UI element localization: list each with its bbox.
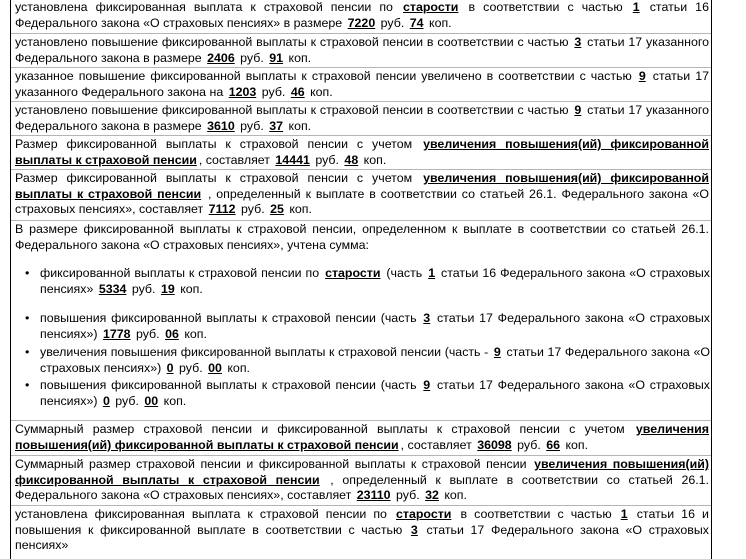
text: руб. — [240, 118, 264, 133]
pension-type-link: старости — [403, 0, 459, 14]
text: в соответствии с частью — [460, 507, 612, 521]
law-part-number: 9 — [638, 69, 646, 83]
text: установлено повышение фиксированной выплаты к страховой пенсии в соответствии с частью — [15, 35, 569, 49]
text: повышения фиксированной выплаты к страховой пенсии (часть — [40, 311, 417, 325]
text: Суммарный размер страховой пенсии и фиксированной выплаты к страховой пенсии — [15, 457, 527, 471]
amount-kop: 00 — [208, 360, 222, 375]
law-part-number: 3 — [423, 311, 431, 325]
law-part-number: 9 — [423, 378, 431, 392]
text: коп. — [180, 281, 203, 296]
amount-kop: 48 — [344, 152, 359, 167]
amount-rub: 3610 — [207, 118, 235, 133]
list-item — [25, 378, 711, 409]
text: коп. — [565, 437, 589, 452]
text: руб. — [396, 488, 420, 503]
text: статьи 16 и повышения к фиксированной выплате в соответствии с частью — [15, 507, 709, 537]
paragraph-total-pension — [15, 422, 709, 453]
amount-rub: 0 — [166, 360, 174, 375]
text: увеличения повышения фиксированной выплаты к страховой пенсии (часть - — [40, 345, 489, 359]
paragraph-fixed-payment-and-increase — [15, 507, 709, 554]
text: статьи 17 Федерального закона «О страховых пенсиях») — [40, 311, 711, 341]
paragraph-increase-raised — [15, 69, 709, 100]
law-part-number: 9 — [493, 345, 501, 359]
text: руб. — [115, 393, 139, 408]
amount-kop: 00 — [144, 393, 159, 408]
law-part-number: 1 — [620, 507, 628, 521]
text: коп. — [227, 360, 250, 375]
text: статьи 17 Федерального закона «О страховых пенсиях») — [40, 345, 710, 375]
text: установлена фиксированная выплата к страховой пенсии по — [15, 0, 393, 14]
amount-kop: 37 — [269, 118, 284, 133]
text: , определенный к выплате в соответствии со статьей 26.1. Федерального закона «О страховых пенсиях», составляет — [15, 472, 710, 503]
text: , определенный к выплате в соответствии со статьей 26.1. Федерального закона «О страховых пенсиях», составляет — [15, 186, 709, 217]
divider — [11, 135, 711, 136]
divider — [11, 505, 711, 506]
paragraph-fixed-payment-to-pay — [15, 171, 709, 218]
divider — [11, 169, 711, 170]
law-part-number: 1 — [632, 0, 640, 14]
amount-rub: 1778 — [102, 326, 131, 341]
amount-kop: 91 — [269, 50, 284, 65]
amount-kop: 06 — [165, 326, 179, 341]
text: коп. — [429, 15, 452, 30]
divider — [11, 101, 711, 102]
text: руб. — [315, 152, 339, 167]
bullet-icon: • — [25, 311, 30, 325]
law-part-number: 9 — [574, 103, 582, 117]
text: коп. — [289, 202, 312, 217]
text: статьи 17 Федерального закона «О страховых пенсиях» — [15, 522, 709, 553]
text: коп. — [184, 326, 207, 341]
increase-link: увеличения повышения(ий) фиксированной выплаты к страховой пенсии — [15, 422, 709, 452]
text: , составляет — [400, 437, 472, 452]
law-part-number: 3 — [574, 35, 582, 49]
amount-kop: 19 — [160, 281, 175, 296]
text: коп. — [288, 118, 312, 133]
list-item — [25, 266, 711, 297]
paragraph-included-sum-intro — [15, 222, 709, 253]
text: указанное повышение фиксированной выплаты к страховой пенсии увеличено в соответствии с частью — [15, 69, 632, 83]
amount-kop: 66 — [546, 437, 561, 452]
bullet-icon: • — [25, 378, 30, 392]
amount-kop: 25 — [270, 202, 284, 217]
divider — [11, 455, 711, 456]
text: Размер фиксированной выплаты к страховой пенсии с учетом — [15, 171, 413, 185]
amount-kop: 46 — [290, 84, 305, 99]
text: статьи 17 Федерального закона «О страховых пенсиях») — [40, 378, 711, 408]
text: руб. — [240, 50, 264, 65]
text: коп. — [163, 393, 187, 408]
text: коп. — [288, 50, 312, 65]
text: повышения фиксированной выплаты к страховой пенсии (часть — [40, 378, 417, 392]
amount-rub: 2406 — [207, 50, 235, 65]
amount-rub: 0 — [102, 393, 110, 408]
text: в соответствии с частью — [468, 0, 623, 14]
bullet-icon: • — [25, 266, 30, 280]
text: статьи 16 Федерального закона «О страховых пенсиях» в размере — [15, 0, 709, 30]
amount-rub: 23110 — [356, 488, 391, 503]
text: статьи 17 указанного Федерального закона на — [15, 69, 709, 99]
text: статьи 17 указанного Федерального закона в размере — [15, 103, 709, 133]
amount-rub: 36098 — [477, 437, 512, 452]
text: руб. — [179, 360, 203, 375]
amount-kop: 32 — [425, 488, 439, 503]
amount-rub: 1203 — [228, 84, 257, 99]
text: руб. — [517, 437, 541, 452]
amount-rub: 5334 — [98, 281, 127, 296]
text: коп. — [363, 152, 387, 167]
text: руб. — [131, 281, 156, 296]
divider — [11, 33, 711, 34]
paragraph-total-pension-to-pay — [15, 457, 709, 504]
text: руб. — [135, 326, 160, 341]
paragraph-increase-part3 — [15, 35, 709, 66]
pension-type-link: старости — [396, 507, 452, 521]
increase-link: увеличения повышения(ий) фиксированной выплаты к страховой пенсии — [15, 137, 709, 167]
text: коп. — [444, 488, 467, 503]
list-item — [25, 311, 711, 342]
divider — [11, 220, 711, 221]
text: установлена фиксированная выплата к страховой пенсии по — [15, 507, 387, 521]
text: Суммарный размер страховой пенсии и фиксированной выплаты к страховой пенсии с учетом — [15, 422, 625, 436]
text: (часть — [386, 266, 423, 280]
pension-document — [10, 0, 712, 559]
paragraph-fixed-payment-total — [15, 137, 709, 168]
text: фиксированной выплаты к страховой пенсии по — [40, 266, 320, 280]
law-part-number: 3 — [410, 522, 418, 537]
text: коп. — [310, 84, 333, 99]
paragraph-fixed-payment-old-age — [15, 0, 709, 31]
amount-rub: 7112 — [208, 202, 236, 217]
increase-link: увеличения повышения(ий) фиксированной выплаты к страховой пенсии — [15, 457, 709, 487]
divider — [11, 67, 711, 68]
text: руб. — [380, 15, 405, 30]
amount-rub: 14441 — [275, 152, 310, 167]
amount-kop: 74 — [409, 15, 424, 30]
paragraph-increase-part9 — [15, 103, 709, 134]
bullet-icon: • — [25, 345, 30, 359]
list-item — [25, 345, 710, 376]
increase-link: увеличения повышения(ий) фиксированной выплаты к страховой пенсии — [15, 171, 709, 201]
text: Размер фиксированной выплаты к страховой пенсии с учетом — [15, 137, 413, 151]
text: В размере фиксированной выплаты к страховой пенсии, определенном к выплате в соответствии со статьей 26.1. Федерального закона «О страховых пенсиях», учтена сумма: — [15, 222, 709, 252]
text: установлено повышение фиксированной выплаты к страховой пенсии в соответствии с частью — [15, 103, 569, 117]
amount-rub: 7220 — [347, 15, 376, 30]
text: руб. — [241, 202, 265, 217]
law-part-number: 1 — [428, 266, 436, 280]
text: , составляет — [198, 152, 270, 167]
text: руб. — [261, 84, 286, 99]
text: статьи 17 указанного Федерального закона в размере — [15, 35, 709, 65]
divider — [11, 420, 711, 421]
text: статьи 16 Федерального закона «О страховых пенсиях» — [40, 266, 711, 296]
pension-type-link: старости — [325, 266, 381, 280]
